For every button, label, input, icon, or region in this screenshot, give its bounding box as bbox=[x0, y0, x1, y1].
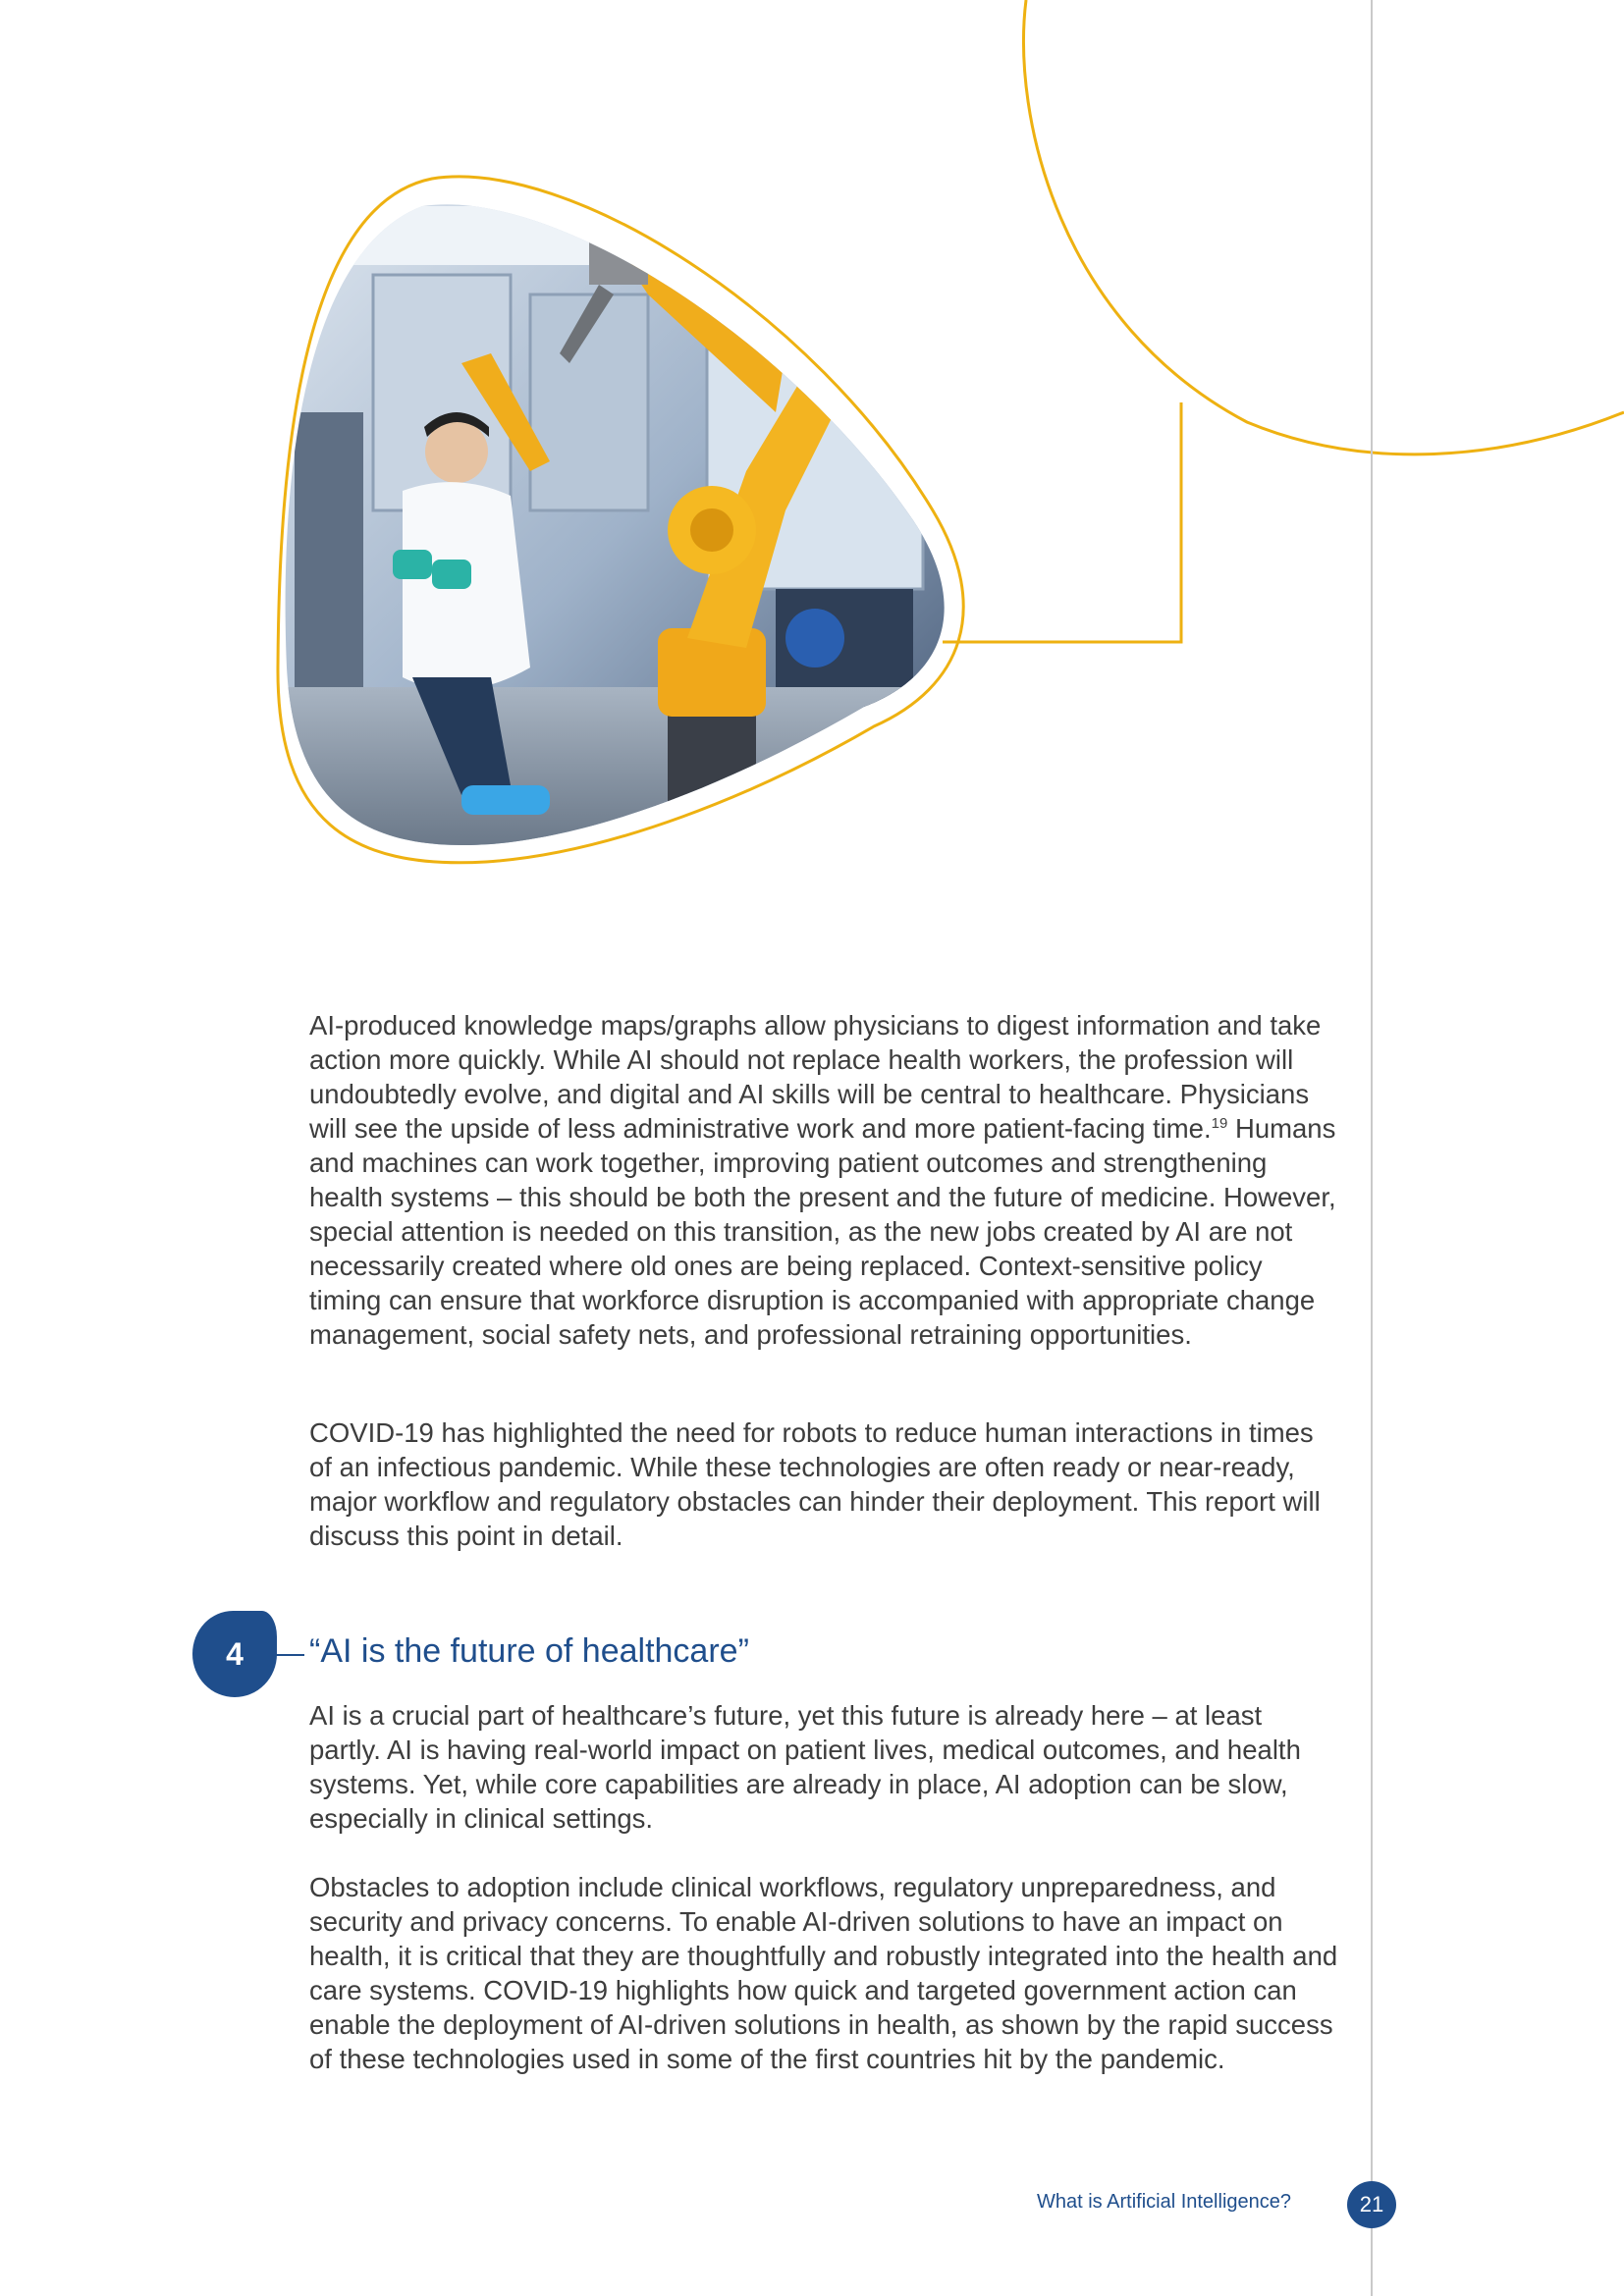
footer-title: What is Artificial Intelligence? bbox=[1037, 2191, 1292, 2213]
paragraph-future-healthcare: AI is a crucial part of healthcare’s future, yet this future is already here – at least partly. AI is having real-world impact on patient lives, medical outcomes, and health systems. Yet, while core capabilities are already in place, AI adoption can be slow, especially in clinical settings. bbox=[309, 1700, 1301, 1834]
section-connector-line bbox=[275, 1654, 304, 1656]
right-margin-rule bbox=[1371, 0, 1373, 2296]
paragraph-text: Humans and machines can work together, improving patient outcomes and strengthening health systems – this should be both the present and the future of medicine. However, special attention is needed on this transition, as the new jobs created by AI are not necessarily created where old ones are being replaced. Context-sensitive policy timing can ensure that workforce disruption is accompanied with appropriate change management, social safety nets, and professional retraining opportunities. bbox=[309, 1113, 1336, 1350]
paragraph-obstacles: Obstacles to adoption include clinical workflows, regulatory unpreparedness, and security and privacy concerns. To enable AI-driven solutions to have an impact on health, it is critical that they are thoughtfully and robustly integrated into the health and care systems. COVID-19 highlights how quick and targeted government action can enable the deployment of AI-driven solutions in health, as shown by the rapid success of these technologies used in some of the first countries hit by the pandemic. bbox=[309, 1872, 1338, 2074]
paragraph-knowledge-maps bbox=[309, 1008, 1340, 1352]
paragraph-covid-robots: COVID-19 has highlighted the need for robots to reduce human interactions in times of an infectious pandemic. While these technologies are often ready or near-ready, major workflow and regulatory obstacles can hinder their deployment. This report will discuss this point in detail. bbox=[309, 1417, 1321, 1551]
section-number-badge: 4 bbox=[192, 1611, 277, 1697]
page-number: 21 bbox=[1347, 2181, 1396, 2228]
lab-photo bbox=[275, 187, 962, 883]
section-heading: “AI is the future of healthcare” bbox=[309, 1632, 749, 1670]
top-right-curve bbox=[1024, 0, 1624, 454]
bracket-line bbox=[943, 402, 1181, 642]
paragraph-text: AI-produced knowledge maps/graphs allow physicians to digest information and take action more quickly. While AI should not replace health workers, the profession will undoubtedly evolve, and digital and AI skills will be central to healthcare. Physicians will see the upside of less administrative work and more patient-facing time. bbox=[309, 1010, 1322, 1144]
footnote-marker[interactable]: 19 bbox=[1211, 1114, 1228, 1132]
